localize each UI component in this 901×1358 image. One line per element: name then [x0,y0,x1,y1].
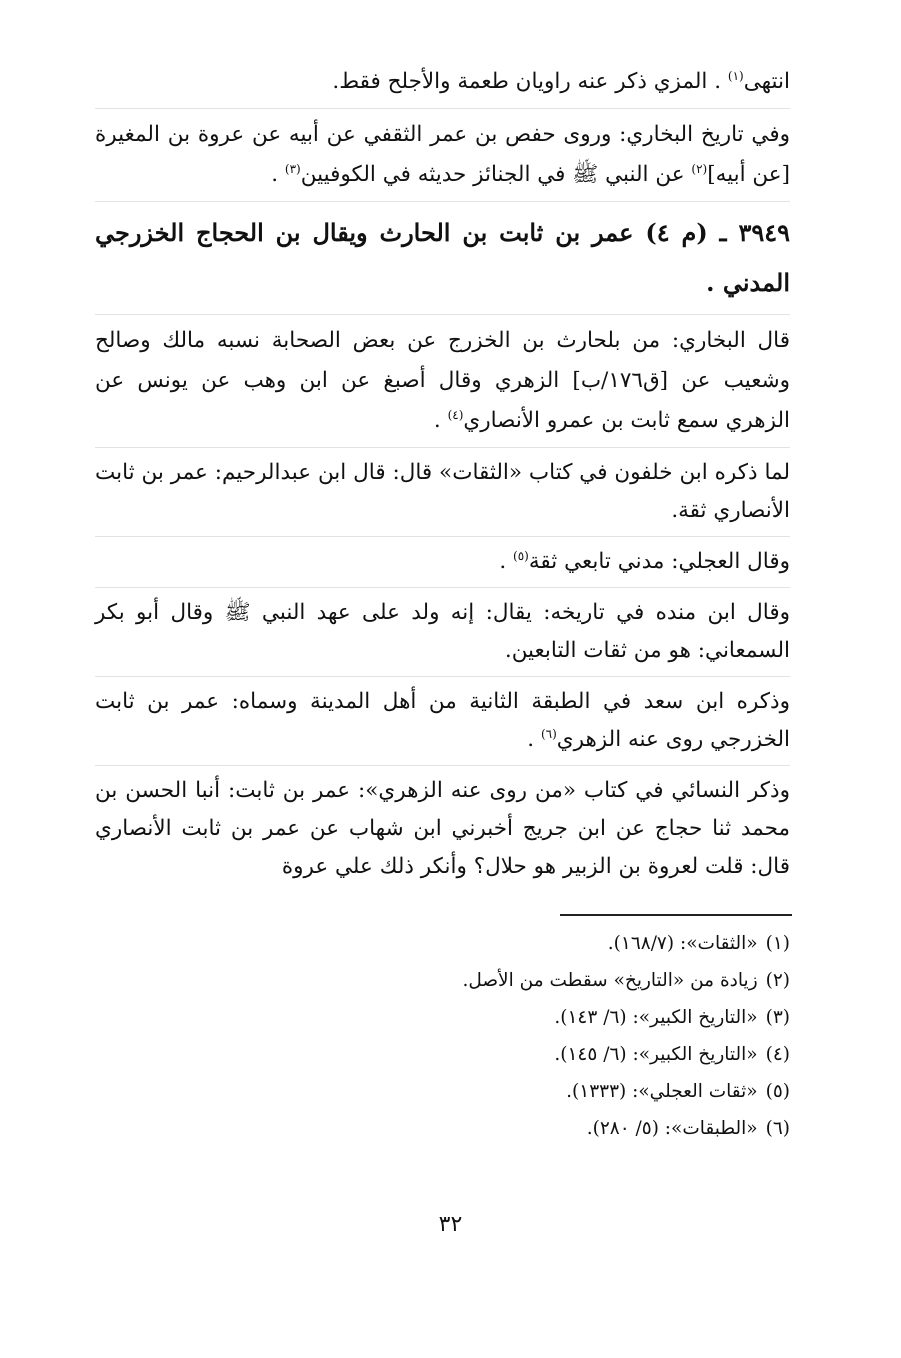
footnote-text: «ثقات العجلي»: (١٣٣٣). [566,1081,758,1102]
divider [95,536,790,537]
entry-heading [95,208,790,308]
footnote-item [95,1073,790,1110]
footnote-separator [560,914,792,916]
footnote-ref-1[interactable]: (١) [727,68,744,83]
footnote-ref-3[interactable]: (٣) [284,161,301,176]
paragraph-bukhari-said [95,321,790,441]
paragraph-intro-rest: . المزي ذكر عنه راويان طعمة والأجلح فقط. [332,69,728,94]
paragraph-intro-text: انتهى [743,69,790,94]
footnote-ref-6[interactable]: (٦) [540,726,557,741]
footnote-text: «التاريخ الكبير»: (٦/ ١٤٥). [554,1044,758,1065]
main-text [95,62,790,886]
footnote-text: «التاريخ الكبير»: (٦/ ١٤٣). [554,1007,758,1028]
footnote-number: (٢) [765,970,790,991]
paragraph-intro [95,62,790,102]
footnote-number: (٦) [765,1118,790,1139]
paragraph-ibn-mandah-text: وقال ابن منده في تاريخه: يقال: إنه ولد على عهد النبي ﷺ وقال أبو بكر السمعاني: هو من ثقات التابعين. [95,600,790,663]
divider [95,587,790,588]
paragraph-ibn-saad-text: وذكره ابن سعد في الطبقة الثانية من أهل المدينة وسماه: عمر بن ثابت الخزرجي روى عنه الزهري [95,689,790,752]
footnote-item [95,1110,790,1147]
footnote-item [95,962,790,999]
paragraph-bukhari-history-end: . [271,162,285,187]
footnote-number: (٤) [765,1044,790,1065]
paragraph-ijli-end: . [499,549,514,574]
divider [95,201,790,202]
footnote-ref-4[interactable]: (٤) [447,407,464,422]
paragraph-nasai-text: وذكر النسائي في كتاب «من روى عنه الزهري»: عمر بن ثابت: أنبا الحسن بن محمد ثنا حجاج عن ابن جريج أخبرني ابن شهاب عن عمر بن ثابت الأنصاري قال: قلت لعروة بن الزبير هو حلال؟ وأنكر ذلك علي عروة [95,778,790,879]
entry-number: ٣٩٤٩ ـ (م ٤) [645,218,791,247]
paragraph-bukhari-history-text: وفي تاريخ البخاري: وروى حفص بن عمر الثقفي عن أبيه عن عروة بن المغيرة [عن أبيه] [95,122,790,187]
footnote-item [95,999,790,1036]
paragraph-bukhari-history [95,115,790,195]
paragraph-ijli [95,543,790,581]
paragraph-bukhari-said-text: قال البخاري: من بلحارث بن الخزرج عن بعض الصحابة نسبه مالك وصالح وشعيب عن [ق١٧٦/ب] الزهري وقال أصبغ عن ابن وهب عن يونس عن الزهري سمع ثابت بن عمرو الأنصاري [95,328,791,433]
divider [95,676,790,677]
paragraph-ibn-mandah [95,594,790,670]
footnote-item [95,925,790,962]
divider [95,447,790,448]
footnote-ref-2[interactable]: (٢) [691,161,708,176]
footnote-ref-5[interactable]: (٥) [513,548,529,563]
footnote-number: (١) [765,933,790,954]
footnotes [95,925,790,1147]
footnote-text: «الطبقات»: (٥/ ٢٨٠). [586,1118,758,1139]
footnote-text: «الثقات»: (١٦٨/٧). [607,933,758,954]
paragraph-ibn-khalfun [95,454,790,530]
paragraph-ijli-text: وقال العجلي: مدني تابعي ثقة [528,549,790,574]
entry-title: عمر بن ثابت بن الحارث ويقال بن الحجاج الخزرجي المدني . [95,218,790,297]
paragraph-bukhari-history-mid: عن النبي ﷺ في الجنائز حديثه في الكوفيين [300,162,692,187]
footnote-number: (٥) [765,1081,790,1102]
divider [95,765,790,766]
divider [95,108,790,109]
paragraph-ibn-saad-end: . [527,727,541,752]
footnote-item [95,1036,790,1073]
paragraph-ibn-saad [95,683,790,759]
paragraph-nasai [95,772,790,886]
paragraph-ibn-khalfun-text: لما ذكره ابن خلفون في كتاب «الثقات» قال: قال ابن عبدالرحيم: عمر بن ثابت الأنصاري ثقة. [95,460,790,523]
page-number: ٣٢ [438,1212,463,1237]
paragraph-bukhari-said-end: . [433,408,448,433]
divider [95,314,790,315]
footnote-text: زيادة من «التاريخ» سقطت من الأصل. [462,970,758,991]
footnote-number: (٣) [765,1007,790,1028]
